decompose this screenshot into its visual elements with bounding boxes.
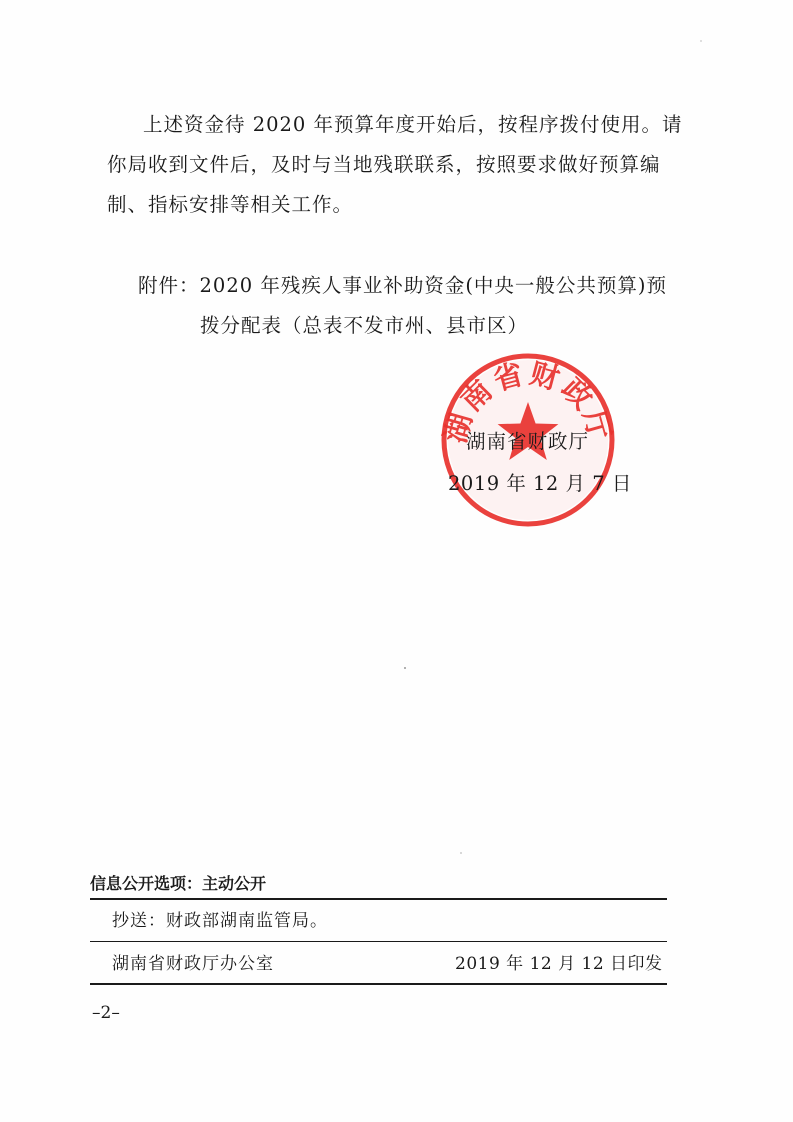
attachment-line-2: 拨分配表（总表不发市州、县市区） xyxy=(200,314,529,337)
footer-rule-middle xyxy=(90,941,667,942)
body-line-3: 制、指标安排等相关工作。 xyxy=(107,193,354,216)
footer-rule-bottom xyxy=(90,983,667,985)
body-line-2: 你局收到文件后，及时与当地残联联系，按照要求做好预算编 xyxy=(107,153,661,176)
footer-rule-top xyxy=(90,898,667,900)
scan-speck xyxy=(460,852,462,854)
signing-organization: 湖南省财政厅 xyxy=(466,430,590,453)
attachment-line-1: 附件：2020 年残疾人事业补助资金(中央一般公共预算)预 xyxy=(138,274,668,297)
page-number: –2– xyxy=(92,1003,120,1023)
body-line-1: 上述资金待 2020 年预算年度开始后，按程序拨付使用。请 xyxy=(143,113,683,136)
issuing-office: 湖南省财政厅办公室 xyxy=(112,954,274,974)
issue-date: 2019 年 12 月 12 日印发 xyxy=(455,954,663,974)
disclosure-option: 信息公开选项：主动公开 xyxy=(90,874,267,893)
cc-line: 抄送：财政部湖南监管局。 xyxy=(112,911,328,931)
signing-date: 2019 年 12 月 7 日 xyxy=(448,472,632,495)
body-paragraph xyxy=(107,105,687,225)
scan-speck xyxy=(404,667,406,669)
scan-speck xyxy=(700,40,702,42)
seal-text: 湖南省财政厅 xyxy=(438,355,618,447)
